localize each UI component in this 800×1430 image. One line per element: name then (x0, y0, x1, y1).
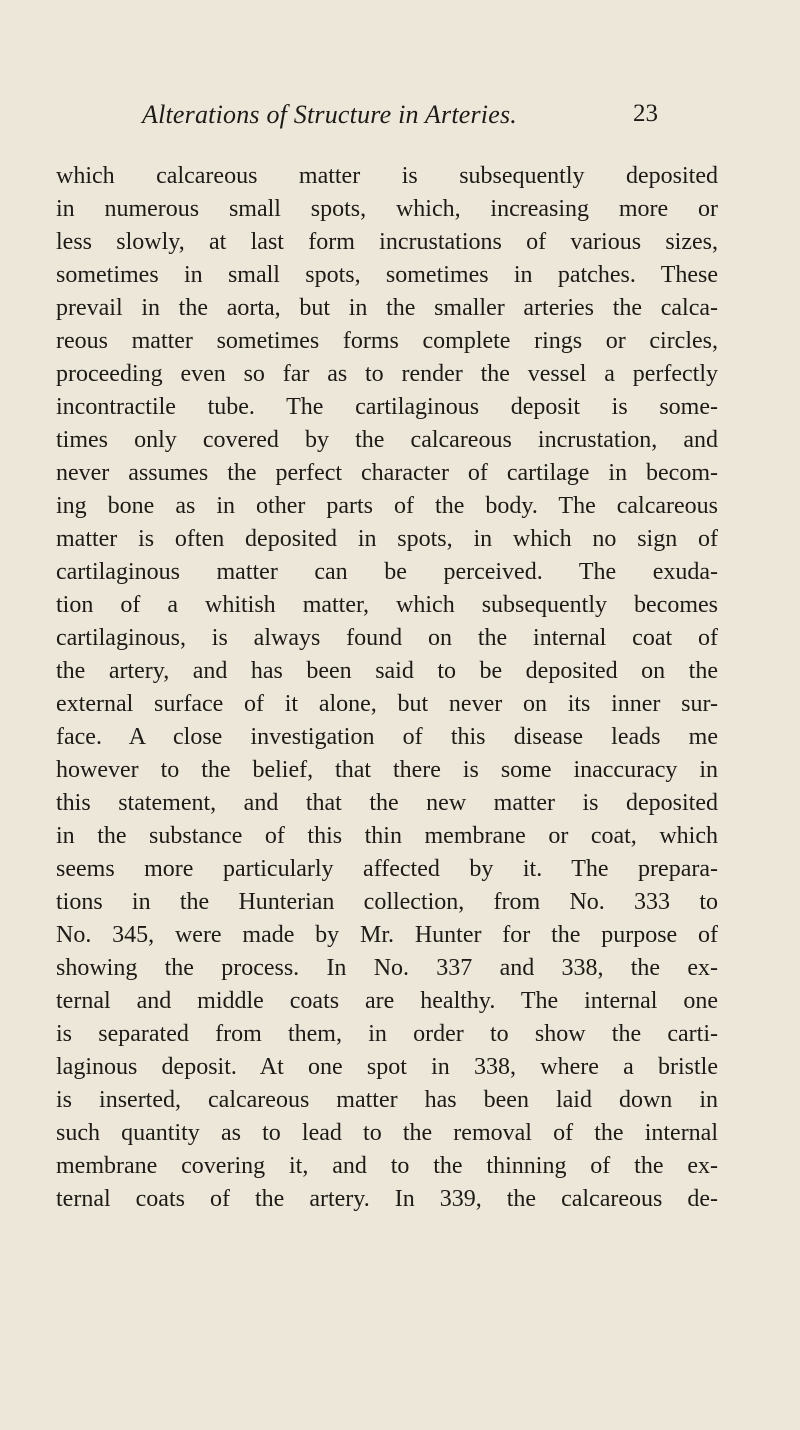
text-line: which calcareous matter is subsequently deposited (56, 163, 718, 189)
text-line: matter is often deposited in spots, in which no sign of (56, 526, 718, 552)
text-line: face. A close investigation of this disease leads me (56, 724, 718, 750)
running-title: Alterations of Structure in Arteries. (142, 100, 517, 129)
text-line: never assumes the perfect character of cartilage in becom- (56, 460, 718, 486)
body-text (56, 160, 718, 1216)
text-line: times only covered by the calcareous incrustation, and (56, 427, 718, 453)
text-line: membrane covering it, and to the thinning of the ex- (56, 1153, 718, 1179)
text-line: prevail in the aorta, but in the smaller arteries the calca- (56, 295, 718, 321)
text-line: tions in the Hunterian collection, from No. 333 to (56, 889, 718, 915)
text-line: sometimes in small spots, sometimes in patches. These (56, 262, 718, 288)
page-number: 23 (633, 100, 658, 127)
text-line: laginous deposit. At one spot in 338, where a bristle (56, 1054, 718, 1080)
text-line: reous matter sometimes forms complete rings or circles, (56, 328, 718, 354)
text-line: incontractile tube. The cartilaginous deposit is some- (56, 394, 718, 420)
text-line: ternal coats of the artery. In 339, the calcareous de- (56, 1186, 718, 1212)
text-line: less slowly, at last form incrustations of various sizes, (56, 229, 718, 255)
text-line: showing the process. In No. 337 and 338, the ex- (56, 955, 718, 981)
text-line: cartilaginous matter can be perceived. The exuda- (56, 559, 718, 585)
text-line: is separated from them, in order to show the carti- (56, 1021, 718, 1047)
text-line: No. 345, were made by Mr. Hunter for the purpose of (56, 922, 718, 948)
text-line: ing bone as in other parts of the body. The calcareous (56, 493, 718, 519)
text-line: cartilaginous, is always found on the internal coat of (56, 625, 718, 651)
text-line: such quantity as to lead to the removal of the internal (56, 1120, 718, 1146)
text-line: ternal and middle coats are healthy. The internal one (56, 988, 718, 1014)
text-line: in the substance of this thin membrane or coat, which (56, 823, 718, 849)
page-header (0, 100, 800, 140)
text-line: the artery, and has been said to be deposited on the (56, 658, 718, 684)
text-line: external surface of it alone, but never on its inner sur- (56, 691, 718, 717)
text-line: seems more particularly affected by it. The prepara- (56, 856, 718, 882)
text-line: this statement, and that the new matter is deposited (56, 790, 718, 816)
text-line: proceeding even so far as to render the vessel a perfectly (56, 361, 718, 387)
text-line: tion of a whitish matter, which subsequently becomes (56, 592, 718, 618)
text-line: is inserted, calcareous matter has been laid down in (56, 1087, 718, 1113)
text-line: however to the belief, that there is some inaccuracy in (56, 757, 718, 783)
text-line: in numerous small spots, which, increasing more or (56, 196, 718, 222)
